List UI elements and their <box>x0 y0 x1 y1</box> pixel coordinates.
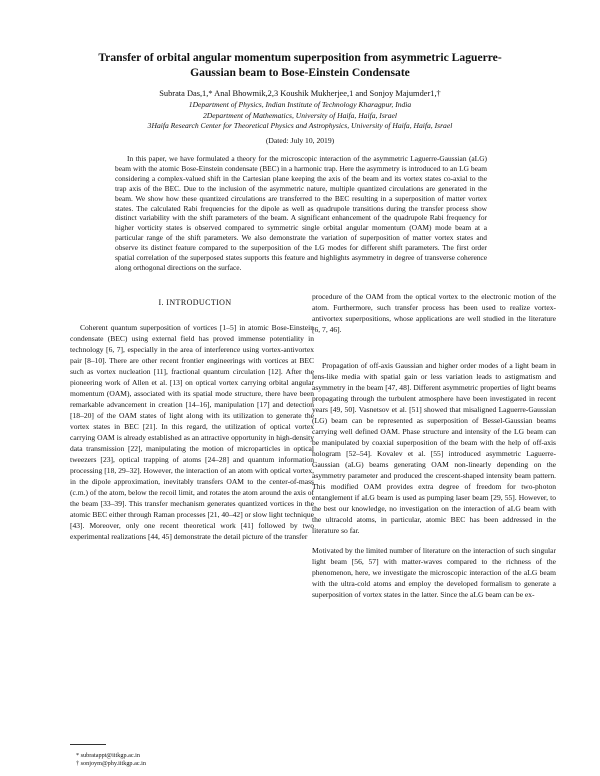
affiliation-3: 3Haifa Research Center for Theoretical Physics and Astrophysics, University of Haifa, Haifa, Israel <box>147 121 453 130</box>
intro-paragraph-1: Coherent quantum superposition of vortices [1–5] in atomic Bose-Einstein condensate (BEC) using external field has proved immense potentiality in technology [6, 7], especially in the area of interference using vortex-antivortex pair [8–10]. There are other recent frontier engineerings with vortices at BEC such as vortex nucleation [11], fractional quantum circulation [12]. After the pioneering work of Allen et al. [13] on optical vortex carrying orbital angular momentum (OAM), associated with its spatial mode structure, there have been remarkable advancement in creation [14–16], manipulation [17] and detection [18–20] of the OAM states of light along with its utilization to generate the vortex states in BEC [21]. In this regard, the utilization of optical vortex carrying OAM is already established as an attractive opportunity in high-density data transmission [22], manipulating the motion of microparticles in optical tweezers [23], optical trapping of atoms [24–28] and quantum information processing [18, 29–32]. However, the interaction of an atom with optical vortex, in the dipole approximation, inevitably transfers OAM to the center-of-mass (c.m.) of the atom, below the recoil limit, and rotates the atom around the axis of the beam [33–39]. This transfer mechanism generates quantized vortices in the atomic BEC either through Raman processes [21, 40–42] or slow light technique [43]. Moreover, only one recent theoretical work [41] followed by two experimental realizations [44, 45] demonstrate the detail picture of the transfer <box>70 323 314 541</box>
intro-right-column <box>312 360 556 600</box>
footnote-email-1[interactable]: * subratappt@iitkgp.ac.in <box>76 752 140 759</box>
footnote-email-2[interactable]: † sonjoym@phy.iitkgp.ac.in <box>76 760 146 767</box>
affiliations <box>60 100 540 132</box>
paper-title: Transfer of orbital angular momentum superposition from asymmetric Laguerre-Gaussian beam to Bose-Einstein Condensate <box>98 51 502 79</box>
footnotes <box>70 752 310 768</box>
affiliation-1: 1Department of Physics, Indian Institute of Technology Kharagpur, India <box>188 100 412 109</box>
abstract: In this paper, we have formulated a theory for the microscopic interaction of the asymmetric Laguerre-Gaussian (aLG) beam with the atomic Bose-Einstein condensate (BEC) in a harmonic trap. Here the asymmetry is introduced to an LG beam considering a complex-valued shift in the Cartesian plane keeping the axis of the beam and its vortex states co-axial to the trap axis of the BEC. Due to the inclusion of the asymmetric nature, multiple quantized circulations are generated in the beam. We show how these quantized circulations are transferred to the BEC resulting in a superposition of matter vortex states. The calculated Rabi frequencies for the dipole as well as quadrupole transitions during the transfer process show distinct variability with the shift parameters of the beam. A significant enhancement of the quadrupole Rabi frequency for higher vorticity states is observed compared to symmetric single orbital angular momentum (OAM) mode beam at a particular range of the shift parameters. We also demonstrate the variation of superposition of matter vortex states and observe its distinct feature compared to the superposition of the LG modes for different shift parameters. The first order spatial correlation of the superposed states supports this feature and highlights asymmetry in degree of transverse coherence along orthogonal directions on the surface. <box>115 154 487 272</box>
affiliation-2: 2Department of Mathematics, University of Haifa, Haifa, Israel <box>202 110 398 120</box>
dated-line: (Dated: July 10, 2019) <box>265 136 335 145</box>
intro-paragraph-continued: procedure of the OAM from the optical vortex to the electronic motion of the atom. Furthermore, such transfer process has been used to realize vortex-antivortex superpositions, whose applications are well studied in the literature [6, 7, 46]. <box>312 292 556 334</box>
intro-right-column-top <box>312 291 556 335</box>
intro-paragraph-3: Motivated by the limited number of literature on the interaction of such singular light beam [56, 57] with matter-waves compared to the richness of the phenomenon, here, we investigate the microscopic interaction of the aLG beam with the ultra-cold atoms and employ the developed formalism to generate a superposition of vortex states in the latter. Since the aLG beam can be ex- <box>312 546 556 599</box>
author-list: Subrata Das,1,* Anal Bhowmik,2,3 Koushik Mukherjee,1 and Sonjoy Majumder1,† <box>159 89 441 98</box>
section-heading-introduction: I. INTRODUCTION <box>158 298 232 307</box>
footnote-rule <box>70 744 106 745</box>
arxiv-stamp <box>2 170 42 590</box>
intro-paragraph-2: Propagation of off-axis Gaussian and higher order modes of a light beam in lens-like media with spatial gain or less variation leads to astigmatism and asymmetry in the beam [47, 48]. Different asymmetric properties of light beams propagating through the turbulent atmosphere have been investigated in recent years [49, 50]. Vasnetsov et al. [51] showed that misaligned Laguerre-Gaussian (LG) beam can be represented as superposition of Bessel-Gaussian beams carrying well defined OAM. Phase structure and intensity of the LG beam can be manipulated by coaxial superposition of the beam with the help of off-axis hologram [52–54]. Kovalev et al. [55] introduced asymmetric Laguerre-Gaussian (aLG) beams generating OAM non-linearly depending on the asymmetry parameter and produced the crescent-shaped intensity beam pattern. This modified OAM provides extra degree of freedom for two-photon entanglement if aLG beam is used as pumping laser beam [29, 55]. However, to the best our knowledge, no investigation on the interaction of aLG beam with the ultracold atoms, in particular, atomic BEC has been addressed in the literature so far. <box>312 361 556 535</box>
intro-left-column <box>70 322 314 542</box>
